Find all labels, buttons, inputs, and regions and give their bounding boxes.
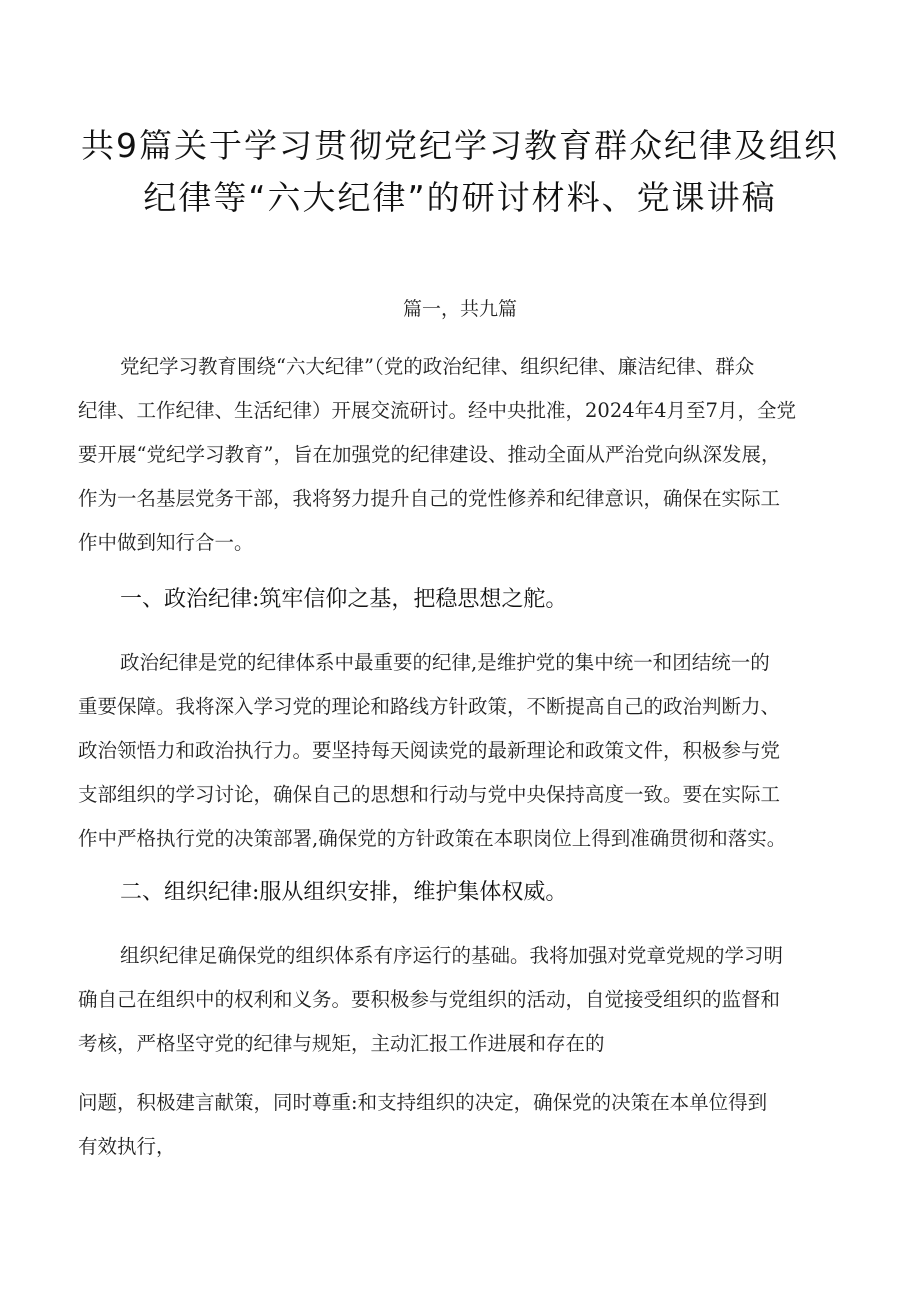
section-2-line: 确自己在组织中的权利和义务。要积极参与党组织的活动，自觉接受组织的监督和 [78,988,781,1011]
section-1-line: 作中严格执行党的决策部署,确保党的方针政策在本职岗位上得到准确贯彻和落实。 [78,827,787,850]
intro-line: 党纪学习教育围绕“六大纪律”（党的政治纪律、组织纪律、廉洁纪律、群众 [120,355,755,378]
section-2-continued-line: 有效执行， [78,1135,176,1158]
section-1-line: 政治纪律是党的纪律体系中最重要的纪律,是维护党的集中统一和团结统一的 [120,651,770,674]
document-title-line-1: 共9篇关于学习贯彻党纪学习教育群众纪律及组织 [81,126,839,165]
section-1-line: 支部组织的学习讨论，确保自己的思想和行动与党中央保持高度一致。要在实际工 [78,783,781,806]
section-1-heading: 一、政治纪律:筑牢信仰之基，把稳思想之舵。 [120,587,568,612]
intro-line: 要开展“党纪学习教育”，旨在加强党的纪律建设、推动全面从严治党向纵深发展， [78,443,781,466]
section-1-line: 政治领悟力和政治执行力。要坚持每天阅读党的最新理论和政策文件，积极参与党 [78,739,781,762]
section-1-line: 重要保障。我将深入学习党的理论和路线方针政策，不断提高自己的政治判断力、 [78,695,781,718]
document-subtitle: 篇一，共九篇 [402,298,517,320]
section-2-line: 组织纪律足确保党的组织体系有序运行的基础。我将加强对党章党规的学习明 [120,944,784,967]
section-2-heading: 二、组织纪律:服从组织安排，维护集体权威。 [120,880,568,905]
section-2-continued-line: 问题，积极建言献策，同时尊重:和支持组织的决定，确保党的决策在本单位得到 [78,1091,768,1114]
intro-line: 作中做到知行合一。 [78,531,254,554]
intro-line: 作为一名基层党务干部，我将努力提升自己的党性修养和纪律意识，确保在实际工 [78,487,781,510]
intro-line: 纪律、工作纪律、生活纪律）开展交流研讨。经中央批准，2024年4月至7月，全党 [78,399,796,422]
document-title-line-2: 纪律等“六大纪律”的研讨材料、党课讲稿 [143,178,777,217]
section-2-line: 考核，严格坚守党的纪律与规矩，主动汇报工作进展和存在的 [78,1032,605,1055]
